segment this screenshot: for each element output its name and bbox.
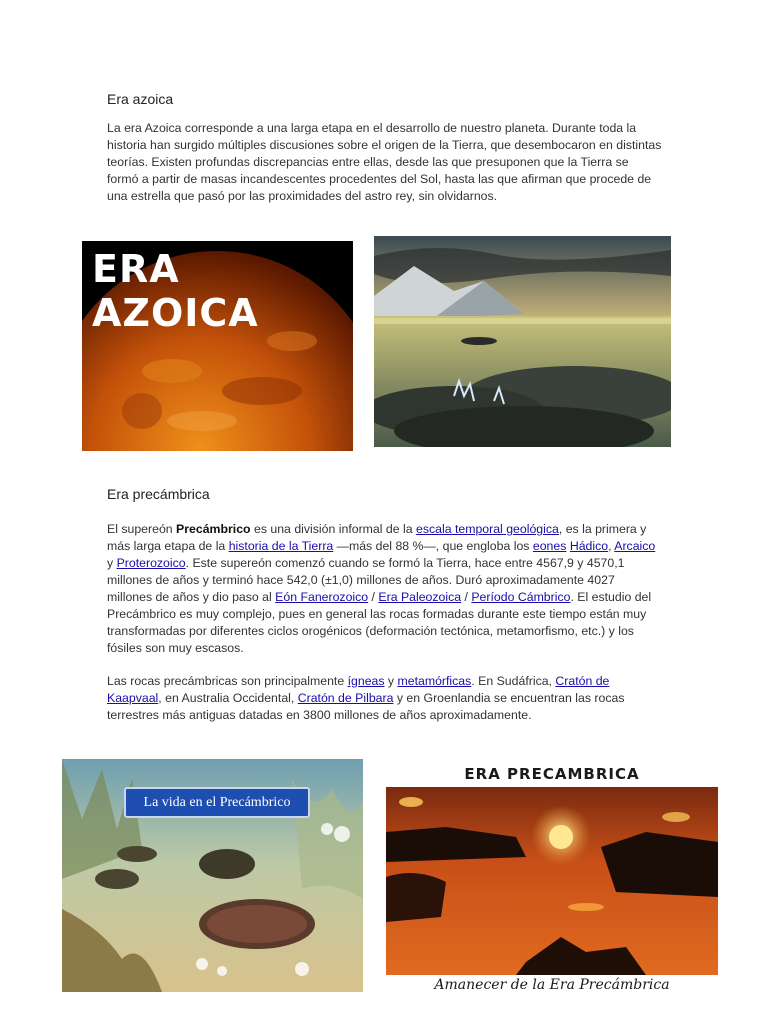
heading-era-precambrica: Era precámbrica (107, 486, 210, 502)
text-run: El supereón (107, 522, 177, 536)
era-azoica-planet-image (82, 241, 353, 451)
link-igneas[interactable]: ígneas (347, 674, 385, 688)
amanecer-caption: Amanecer de la Era Precámbrica (434, 977, 670, 993)
amanecer-precambrico-image (386, 763, 718, 1000)
paragraph-precambrico-1 (107, 521, 663, 657)
link-proterozoico[interactable]: Proterozoico (116, 556, 186, 570)
link-eones[interactable]: eones (532, 539, 567, 553)
text-run: / (461, 590, 472, 604)
primordial-landscape-image (374, 236, 671, 447)
text-run: —más del 88 %—, que engloba los (333, 539, 533, 553)
link-craton-kaapvaal[interactable]: Cratón de Kaapvaal (107, 674, 610, 705)
link-periodo-cambrico[interactable]: Período Cámbrico (471, 590, 571, 604)
text-run: . El estudio del Precámbrico es muy complejo, pues en general las rocas formadas durante este tiempo están muy transformadas por diferentes ciclos orogénicos (deformación tectónica, metamorfismo, etc.) y los fósiles son muy escasos. (107, 590, 652, 655)
link-metamorficas[interactable]: metamórficas (397, 674, 472, 688)
link-era-paleozoica[interactable]: Era Paleozoica (378, 590, 462, 604)
link-historia-tierra[interactable]: historia de la Tierra (228, 539, 334, 553)
era-precambrica-image-title: ERA PRECAMBRICA (464, 765, 640, 783)
paragraph-precambrico-2 (107, 673, 659, 724)
era-azoica-image-title: ERA AZOICA (92, 247, 259, 335)
text-run: y (107, 556, 117, 570)
link-escala-temporal[interactable]: escala temporal geológica (415, 522, 559, 536)
text-run: , en Australia Occidental, (158, 691, 298, 705)
heading-era-azoica: Era azoica (107, 91, 174, 107)
vida-precambrico-image (62, 759, 363, 992)
link-craton-pilbara[interactable]: Cratón de Pilbara (297, 691, 394, 705)
text-run: es una división informal de la (250, 522, 416, 536)
vida-precambrico-label-box (124, 787, 310, 818)
text-run: y (384, 674, 398, 688)
text-run: y en Groenlandia se encuentran las rocas terrestres más antiguas datadas en 3800 millones de años aproximadamente. (107, 691, 625, 722)
paragraph-era-azoica: La era Azoica corresponde a una larga etapa en el desarrollo de nuestro planeta. Durante toda la historia han surgido múltiples discusiones sobre el origen de la Tierra, que desembocaron en distintas teorías. Existen profundas discrepancias entre ellas, desde las que presuponen que la Tierra se formó a partir de masas incandescentes procedentes del Sol, hasta las que afirman que procede de una estrella que pasó por las proximidades del astro rey, sin olvidarnos. (107, 121, 662, 203)
bold-precambrico: Precámbrico (176, 522, 251, 536)
text-run: , (608, 539, 615, 553)
link-arcaico[interactable]: Arcaico (614, 539, 656, 553)
text-run: . Este supereón comenzó cuando se formó la Tierra, hace entre 4567,9 y 4570,1 millones de años y terminó hace 542,0 (±1,0) millones de años. Duró aproximadamente 4027 millones de años y dio paso al (107, 556, 625, 604)
text-run: / (368, 590, 379, 604)
text-run: . En Sudáfrica, (471, 674, 556, 688)
vida-precambrico-caption: La vida en el Precámbrico (143, 795, 291, 810)
link-hadico[interactable]: Hádico (569, 539, 609, 553)
amanecer-scene (386, 787, 718, 975)
text-run: , es la primera y más larga etapa de la (107, 522, 647, 553)
link-eon-fanerozoico[interactable]: Eón Fanerozoico (275, 590, 369, 604)
text-run: Las rocas precámbricas son principalmente (107, 674, 348, 688)
